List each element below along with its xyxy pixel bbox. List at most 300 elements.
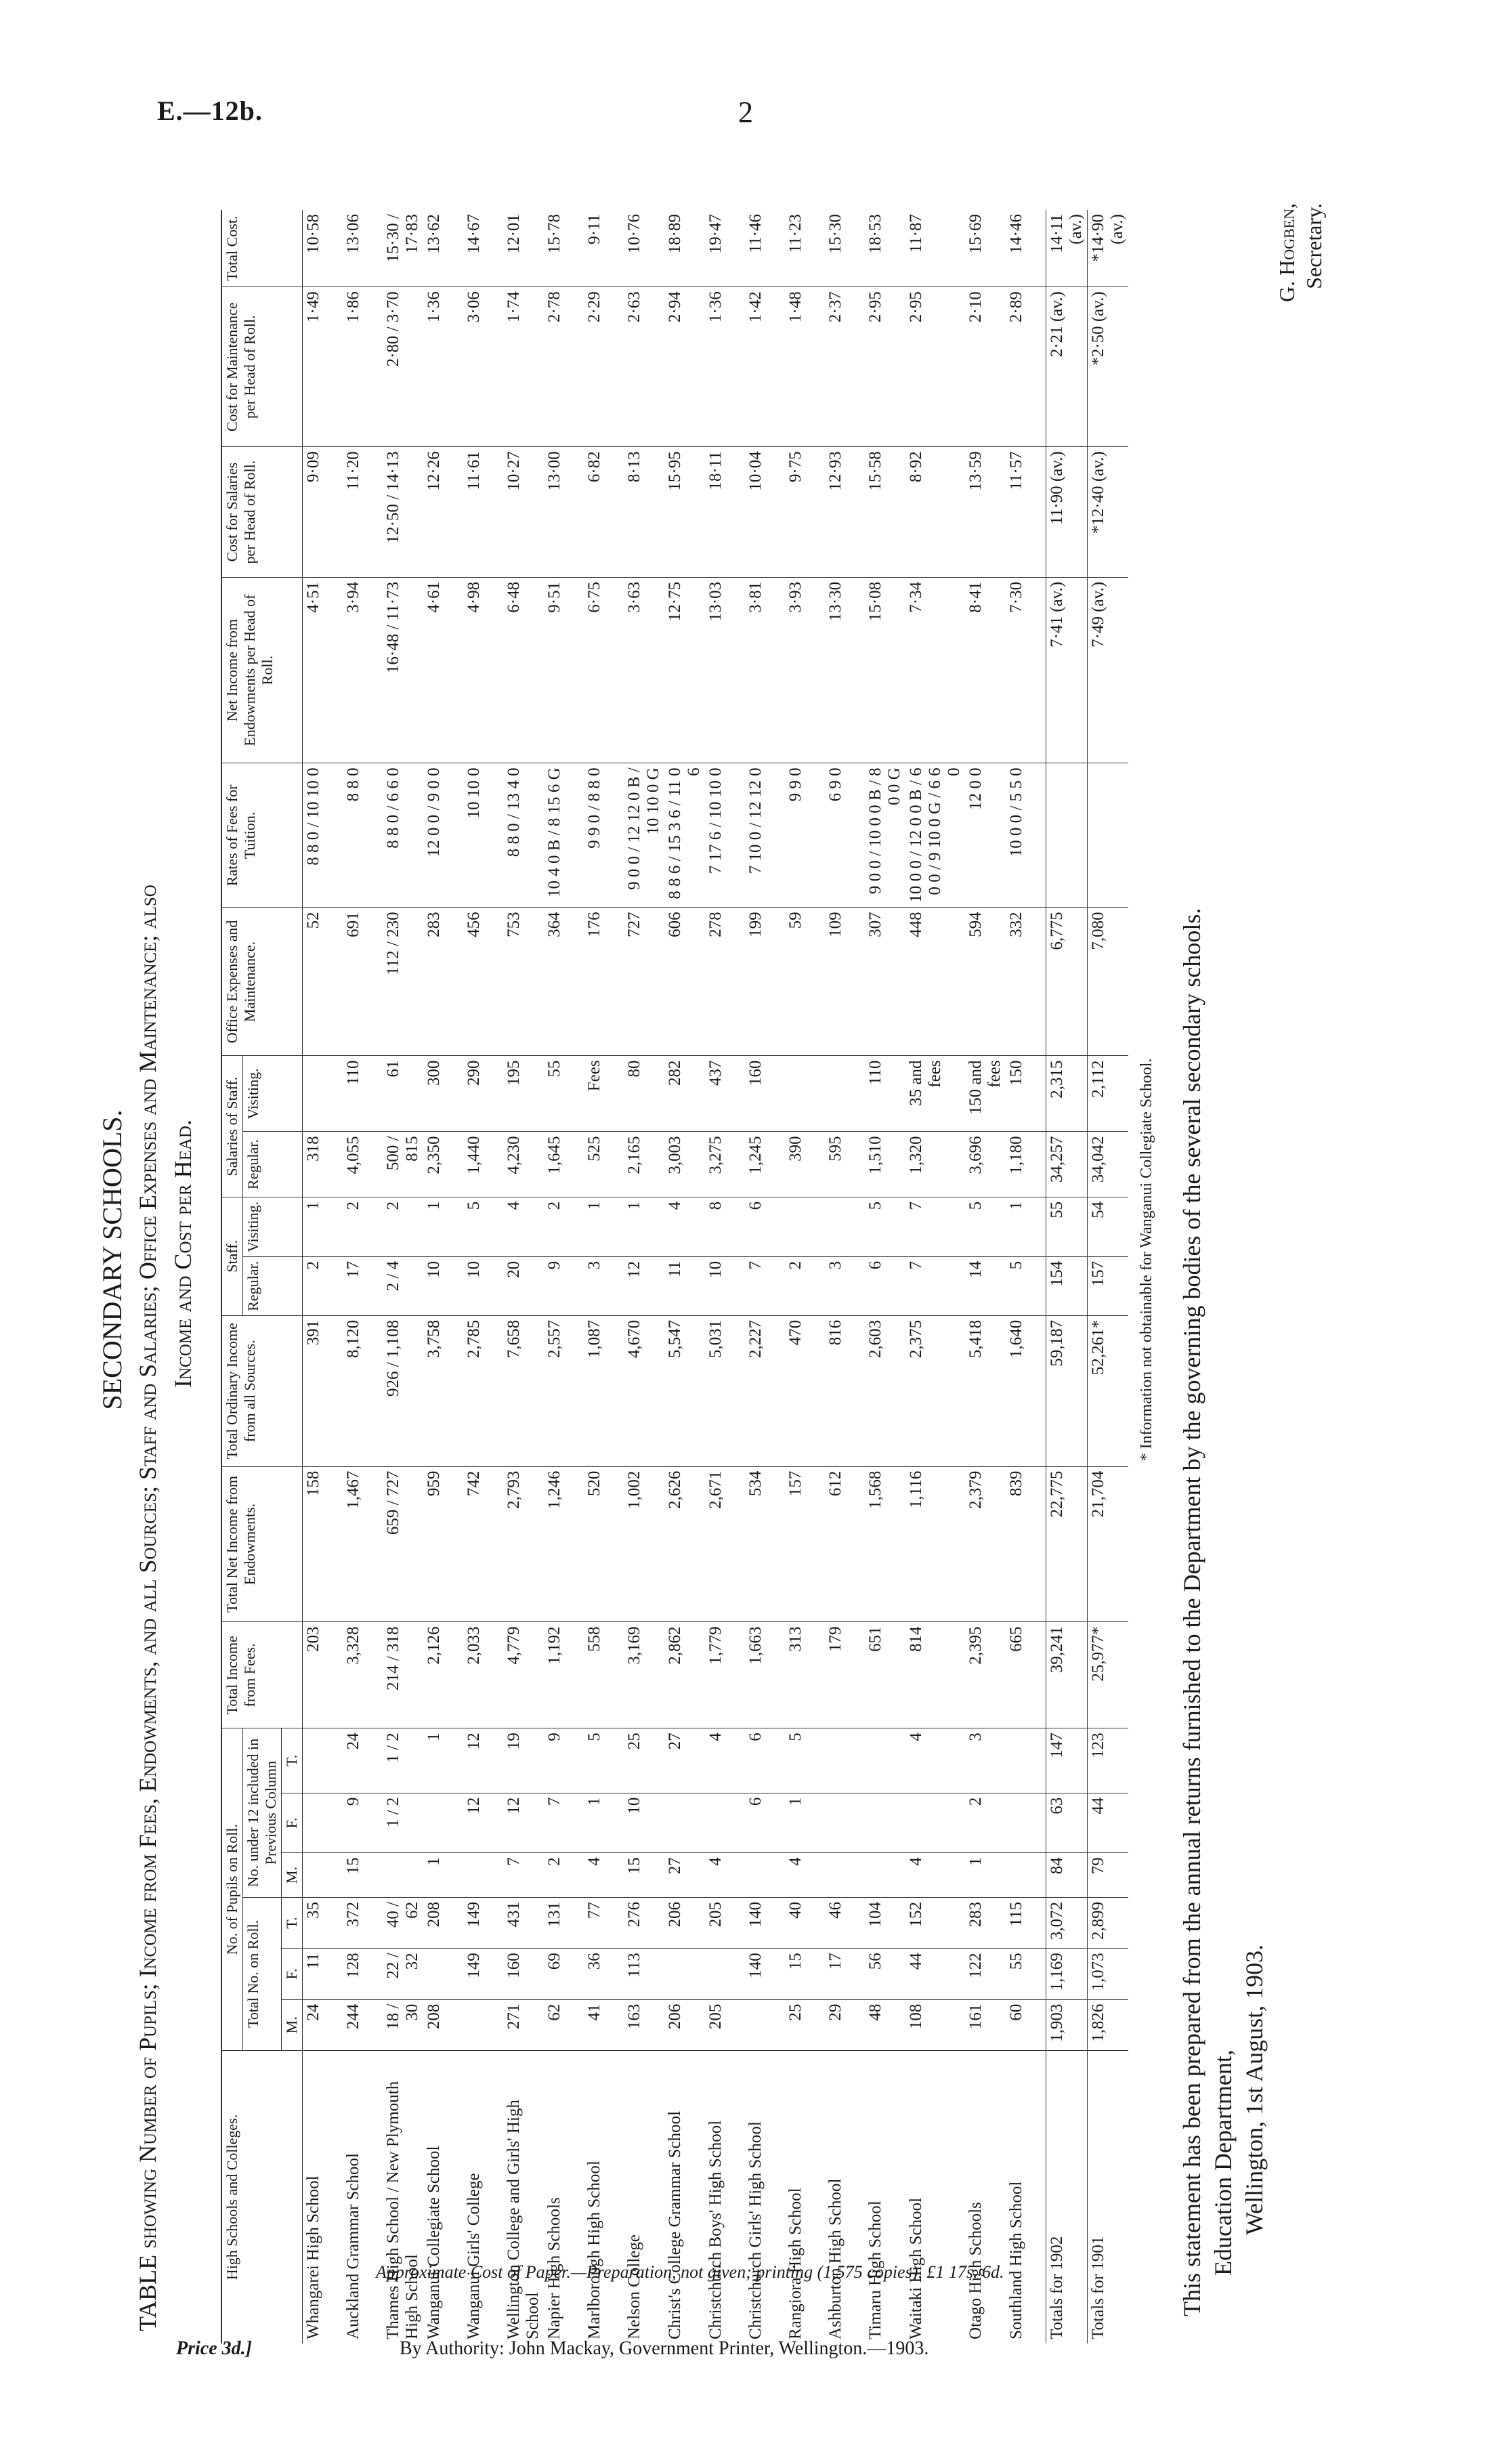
table-row [865,210,905,2343]
cell-ut [1006,1728,1046,1793]
cell-net: 7·49 (av.) [1088,577,1129,763]
cell-endow: 959 [423,1466,463,1622]
cell-office: 594 [965,908,1006,1056]
cell-svis: 2,315 [1046,1056,1088,1132]
cell-f: 113 [624,1949,664,1999]
cell-svis: 150 and fees [965,1056,1006,1132]
cell-income: 5,547 [664,1315,705,1466]
cell-m: 244 [343,1999,383,2050]
cell-name: Wanganui Collegiate School [425,2146,443,2339]
footnote: * Information not obtainable for Wanganui Collegiate School. [1138,1058,1155,1462]
cell-m: 25 [785,1999,825,2050]
cell-m: 163 [624,1999,664,2050]
cell-f: 128 [343,1949,383,1999]
cell-fees: 179 [825,1622,865,1728]
cell-fees: 3,328 [343,1622,383,1728]
cell-ut: 123 [1088,1728,1129,1793]
cell-cost: 13·06 [343,210,383,287]
cell-uf: 1 / 2 [383,1793,423,1853]
cell-name: Marlborough High School [585,2161,603,2339]
cell-f: 140 [745,1949,785,1999]
table-row [825,210,865,2343]
cell-sal: 10·27 [503,447,544,578]
cell-ut [303,1728,343,1793]
cell-cost: 12·01 [503,210,544,287]
col-staff: Staff. [221,1197,243,1315]
document-reference: E.—12b. [157,95,263,126]
cell-sal: *12·40 (av.) [1088,447,1129,578]
cell-t: 140 [745,1897,785,1948]
cell-sal: 12·26 [423,447,463,578]
cell-svis: 300 [423,1056,463,1132]
cell-f: 11 [303,1949,343,1999]
cell-t: 283 [965,1897,1006,1948]
signature-block [1273,203,1327,302]
col-cost-salaries: Cost for Salaries per Head of Roll. [221,447,303,578]
cell-um [825,1853,865,1898]
cell-reg: 9 [544,1256,584,1315]
cell-sreg: 34,042 [1088,1132,1129,1197]
cell-name: Totals for 1901 [1088,2051,1129,2344]
cell-maint: 2·78 [544,287,584,447]
cell-endow: 520 [584,1466,624,1622]
cell-t: 104 [865,1897,905,1948]
cell-um: 4 [905,1853,965,1898]
cell-reg: 3 [584,1256,624,1315]
col-under12-f: F. [282,1793,303,1853]
cell-svis: 150 [1006,1056,1046,1132]
cell-m: 161 [965,1999,1006,2050]
cell-name: Timaru High School [866,2201,884,2339]
cell-ut [825,1728,865,1793]
cell-endow: 2,626 [664,1466,705,1622]
cell-endow: 1,116 [905,1466,965,1622]
cell-income: 59,187 [1046,1315,1088,1466]
statement-line: This statement has been prepared from the annual returns furnished to the Department by the governing bodies of the several secondary schools. [1178,908,1205,2316]
cell-cost: 11·46 [745,210,785,287]
cell-uf [303,1793,343,1853]
cell-name: Waitaki High School [907,2197,925,2339]
cell-sreg: 390 [785,1132,825,1197]
cell-sreg: 34,257 [1046,1132,1088,1197]
cell-maint: 1·86 [343,287,383,447]
cell-cost: 11·23 [785,210,825,287]
cell-f: 55 [1006,1949,1046,1999]
cell-rates: 9 0 0 / 10 0 0 B / 8 0 0 G [865,763,905,908]
cell-sal: 8·92 [905,447,965,578]
cell-svis: 35 and fees [905,1056,965,1132]
cell-income: 1,640 [1006,1315,1046,1466]
cell-rates [1088,763,1129,908]
cell-endow: 1,568 [865,1466,905,1622]
cell-income: 1,087 [584,1315,624,1466]
cell-rates: 8 8 6 / 15 3 6 / 11 0 6 [664,763,705,908]
cell-sreg: 1,440 [463,1132,503,1197]
cell-sreg: 4,230 [503,1132,544,1197]
cell-um: 1 [965,1853,1006,1898]
cell-maint: 2·63 [624,287,664,447]
cell-m: 48 [865,1999,905,2050]
cell-vis: 2 [343,1197,383,1256]
cell-name: Christchurch Boys' High School [706,2120,725,2339]
cell-income: 2,785 [463,1315,503,1466]
caption-line-1: TABLE showing Number of Pupils; Income from Fees, Endowments, and all Sources; Staff and Salaries; Office Expenses and Maintenance; also [134,885,161,2331]
cell-sreg: 3,003 [664,1132,705,1197]
cell-vis: 4 [503,1197,544,1256]
cell-svis: 2,112 [1088,1056,1129,1132]
cell-t: 40 / 62 [383,1897,423,1948]
cell-fees: 651 [865,1622,905,1728]
cell-name: Rangiora High School [786,2188,805,2339]
table-row [745,210,785,2343]
cell-um: 27 [664,1853,705,1898]
cell-svis: Fees [584,1056,624,1132]
page-number: 2 [738,95,753,129]
table-row [503,210,544,2343]
cell-svis: 195 [503,1056,544,1132]
col-f: F. [282,1949,303,1999]
cell-name: Christ's College Grammar School [666,2110,684,2339]
cell-m: 41 [584,1999,624,2050]
cell-maint: 1·36 [705,287,745,447]
cell-um: 4 [705,1853,745,1898]
cell-uf [664,1793,705,1853]
cell-f [705,1949,745,1999]
cell-vis: 5 [965,1197,1006,1256]
cell-reg: 10 [423,1256,463,1315]
cell-rates: 8 8 0 [343,763,383,908]
cell-vis: 1 [423,1197,463,1256]
cell-sreg: 595 [825,1132,865,1197]
cell-sal: 9·09 [303,447,343,578]
cell-uf: 2 [965,1793,1006,1853]
cell-fees: 1,779 [705,1622,745,1728]
caption-line-2: Income and Cost per Head. [169,1120,196,1388]
table-row [624,210,664,2343]
cell-sreg: 1,245 [745,1132,785,1197]
cell-sal: 10·04 [745,447,785,578]
cell-reg: 12 [624,1256,664,1315]
cell-svis: 282 [664,1056,705,1132]
cell-reg: 3 [825,1256,865,1315]
cell-um: 15 [624,1853,664,1898]
cell-reg: 7 [745,1256,785,1315]
cell-net: 6·48 [503,577,544,763]
cell-cost: 15·78 [544,210,584,287]
cell-rates: 10 10 0 [463,763,503,908]
cell-ut: 4 [905,1728,965,1793]
cell-m: 24 [303,1999,343,2050]
cell-um: 79 [1088,1853,1129,1898]
cell-ut: 24 [343,1728,383,1793]
cell-endow: 1,246 [544,1466,584,1622]
cell-sreg: 1,510 [865,1132,905,1197]
cell-sal: 6·82 [584,447,624,578]
cell-ut: 5 [584,1728,624,1793]
cell-endow: 534 [745,1466,785,1622]
statement-text [1176,176,1270,2316]
cell-vis: 7 [905,1197,965,1256]
cell-ut: 5 [785,1728,825,1793]
cell-name: Wanganui Girls' College [465,2173,483,2339]
col-total-income: Total Ordinary Income from all Sources. [221,1315,303,1466]
cell-net: 7·41 (av.) [1046,577,1088,763]
cell-office: 112 / 230 [383,908,423,1056]
cell-name: Christchurch Girls' High School [746,2121,765,2339]
cell-endow: 22,775 [1046,1466,1088,1622]
cell-t: 40 [785,1897,825,1948]
cell-t: 115 [1006,1897,1046,1948]
cell-maint: 2·89 [1006,287,1046,447]
cell-vis [785,1197,825,1256]
cell-um: 1 [423,1853,463,1898]
cell-office: 691 [343,908,383,1056]
cell-t: 431 [503,1897,544,1948]
cell-sreg: 2,350 [423,1132,463,1197]
cell-uf: 9 [343,1793,383,1853]
cell-m: 206 [664,1999,705,2050]
cell-uf [423,1793,463,1853]
cell-reg: 14 [965,1256,1006,1315]
cell-rates: 12 0 0 [965,763,1006,908]
cell-reg: 10 [463,1256,503,1315]
totals-row [1046,210,1088,2343]
cell-income: 52,261* [1088,1315,1129,1466]
table-row [303,210,343,2343]
cell-income: 2,603 [865,1315,905,1466]
cell-sal: 18·11 [705,447,745,578]
cell-svis: 290 [463,1056,503,1132]
col-total-roll: Total No. on Roll. [243,1897,282,2050]
cell-endow: 1,002 [624,1466,664,1622]
cell-svis [825,1056,865,1132]
cell-endow: 1,467 [343,1466,383,1622]
cell-um: 7 [503,1853,544,1898]
cell-income: 8,120 [343,1315,383,1466]
cell-income: 470 [785,1315,825,1466]
cell-name: Southland High School [1007,2181,1025,2339]
cell-f: 122 [965,1949,1006,1999]
col-staff-visiting: Visiting. [243,1197,303,1256]
cell-endow: 157 [785,1466,825,1622]
cell-office: 606 [664,908,705,1056]
cell-cost: 18·89 [664,210,705,287]
cell-rates: 9 9 0 [785,763,825,908]
cell-sreg: 3,696 [965,1132,1006,1197]
cell-t: 149 [463,1897,503,1948]
cell-fees: 1,192 [544,1622,584,1728]
cell-vis: 2 [544,1197,584,1256]
cell-office: 52 [303,908,343,1056]
cell-rates: 8 8 0 / 10 10 0 [303,763,343,908]
cell-net: 3·81 [745,577,785,763]
cell-rates: 8 8 0 / 13 4 0 [503,763,544,908]
cell-sal: 13·59 [965,447,1006,578]
cell-name: Thames High School / New Plymouth High School [384,2081,421,2339]
cell-endow: 21,704 [1088,1466,1129,1622]
cell-svis: 160 [745,1056,785,1132]
cell-sreg: 1,320 [905,1132,965,1197]
cell-f: 17 [825,1949,865,1999]
cell-office: 332 [1006,908,1046,1056]
cell-endow: 2,671 [705,1466,745,1622]
cell-maint: 1·36 [423,287,463,447]
cell-reg: 20 [503,1256,544,1315]
cell-office: 199 [745,908,785,1056]
col-pupils: No. of Pupils on Roll. [221,1728,243,2051]
cell-net: 7·34 [905,577,965,763]
cell-maint: 1·49 [303,287,343,447]
cell-fees: 203 [303,1622,343,1728]
cell-svis: 61 [383,1056,423,1132]
cell-um [865,1853,905,1898]
cell-um: 84 [1046,1853,1088,1898]
cell-sreg: 500 / 815 [383,1132,423,1197]
cell-fees: 2,033 [463,1622,503,1728]
cell-reg: 7 [905,1256,965,1315]
cell-maint: 2·95 [865,287,905,447]
cell-cost: 14·46 [1006,210,1046,287]
cell-vis: 1 [303,1197,343,1256]
cell-f [664,1949,705,1999]
cell-sreg: 1,645 [544,1132,584,1197]
cell-sal: 11·20 [343,447,383,578]
cell-uf [865,1793,905,1853]
col-net-income: Net Income from Endowments per Head of Roll. [221,577,303,763]
col-endowments: Total Net Income from Endowments. [221,1466,303,1622]
cell-uf [1006,1793,1046,1853]
col-rates: Rates of Fees for Tuition. [221,763,303,908]
cell-sal: 11·90 (av.) [1046,447,1088,578]
cell-sreg: 2,165 [624,1132,664,1197]
cell-maint: 2·21 (av.) [1046,287,1088,447]
cell-name: Napier High Schools [545,2197,563,2339]
cell-sal: 8·13 [624,447,664,578]
col-t: T. [282,1897,303,1948]
cell-m [463,1999,503,2050]
cell-svis: 80 [624,1056,664,1132]
cell-vis: 2 [383,1197,423,1256]
cell-um: 4 [785,1853,825,1898]
cell-svis: 110 [343,1056,383,1132]
cell-name: Totals for 1902 [1046,2051,1088,2344]
cell-fees: 2,126 [423,1622,463,1728]
cell-t: 205 [705,1897,745,1948]
cell-cost: 18·53 [865,210,905,287]
cell-maint: 2·80 / 3·70 [383,287,423,447]
cell-net: 3·94 [343,577,383,763]
cell-svis: 110 [865,1056,905,1132]
signatory-title: Secretary. [1302,203,1326,289]
cell-f: 149 [463,1949,503,1999]
cell-income: 5,031 [705,1315,745,1466]
cell-fees: 665 [1006,1622,1046,1728]
cell-reg: 2 / 4 [383,1256,423,1315]
cell-office: 6,775 [1046,908,1088,1056]
cell-net: 4·98 [463,577,503,763]
cell-rates: 10 0 0 / 5 5 0 [1006,763,1046,908]
cell-ut: 12 [463,1728,503,1793]
cell-rates [1046,763,1088,908]
cell-maint: 2·10 [965,287,1006,447]
cell-maint: 3·06 [463,287,503,447]
cell-net: 8·41 [965,577,1006,763]
cell-m: 205 [705,1999,745,2050]
cell-office: 278 [705,908,745,1056]
cell-endow: 2,793 [503,1466,544,1622]
cell-uf [705,1793,745,1853]
cell-vis: 54 [1088,1197,1129,1256]
col-staff-regular: Regular. [243,1256,303,1315]
cell-fees: 558 [584,1622,624,1728]
cell-name: Nelson College [625,2234,643,2339]
cell-income: 926 / 1,108 [383,1315,423,1466]
cell-name: Whangarei High School [304,2175,322,2339]
cell-cost: 19·47 [705,210,745,287]
cell-m: 1,826 [1088,1999,1129,2050]
cell-maint: 1·48 [785,287,825,447]
cell-fees: 25,977* [1088,1622,1129,1728]
table-row [785,210,825,2343]
cell-um: 15 [343,1853,383,1898]
table-row [463,210,503,2343]
cell-net: 13·03 [705,577,745,763]
cell-sal: 13·00 [544,447,584,578]
table-row [905,210,965,2343]
col-school: High Schools and Colleges. [221,2051,303,2344]
cell-ut: 3 [965,1728,1006,1793]
cell-office: 176 [584,908,624,1056]
cell-endow: 158 [303,1466,343,1622]
cell-um [303,1853,343,1898]
rotated-table-page [95,176,1415,2343]
cell-vis: 55 [1046,1197,1088,1256]
cell-reg: 5 [1006,1256,1046,1315]
cell-uf: 10 [624,1793,664,1853]
cell-office: 364 [544,908,584,1056]
cell-office: 59 [785,908,825,1056]
cell-income: 2,227 [745,1315,785,1466]
cell-cost: 10·58 [303,210,343,287]
cell-cost: *14·90 (av.) [1088,210,1129,287]
cell-um [383,1853,423,1898]
cell-income: 2,375 [905,1315,965,1466]
table-caption [130,176,200,2343]
cell-t: 152 [905,1897,965,1948]
cell-uf: 63 [1046,1793,1088,1853]
cell-income: 4,670 [624,1315,664,1466]
cell-cost: 11·87 [905,210,965,287]
cell-sreg: 318 [303,1132,343,1197]
cell-um: 4 [584,1853,624,1898]
cell-fees: 3,169 [624,1622,664,1728]
cell-um [463,1853,503,1898]
cell-rates: 12 0 0 / 9 0 0 [423,763,463,908]
cell-endow: 2,379 [965,1466,1006,1622]
cell-rates: 9 0 0 / 12 12 0 B / 10 10 0 G [624,763,664,908]
cell-endow: 612 [825,1466,865,1622]
table-row [705,210,745,2343]
cell-cost: 10·76 [624,210,664,287]
cell-net: 9·51 [544,577,584,763]
cell-m: 18 / 30 [383,1999,423,2050]
cell-rates: 7 17 6 / 10 10 0 [705,763,745,908]
cell-f: 22 / 32 [383,1949,423,1999]
cell-vis: 1 [584,1197,624,1256]
cell-fees: 214 / 318 [383,1622,423,1728]
cell-name: Otago High Schools [966,2202,985,2339]
cell-reg: 10 [705,1256,745,1315]
